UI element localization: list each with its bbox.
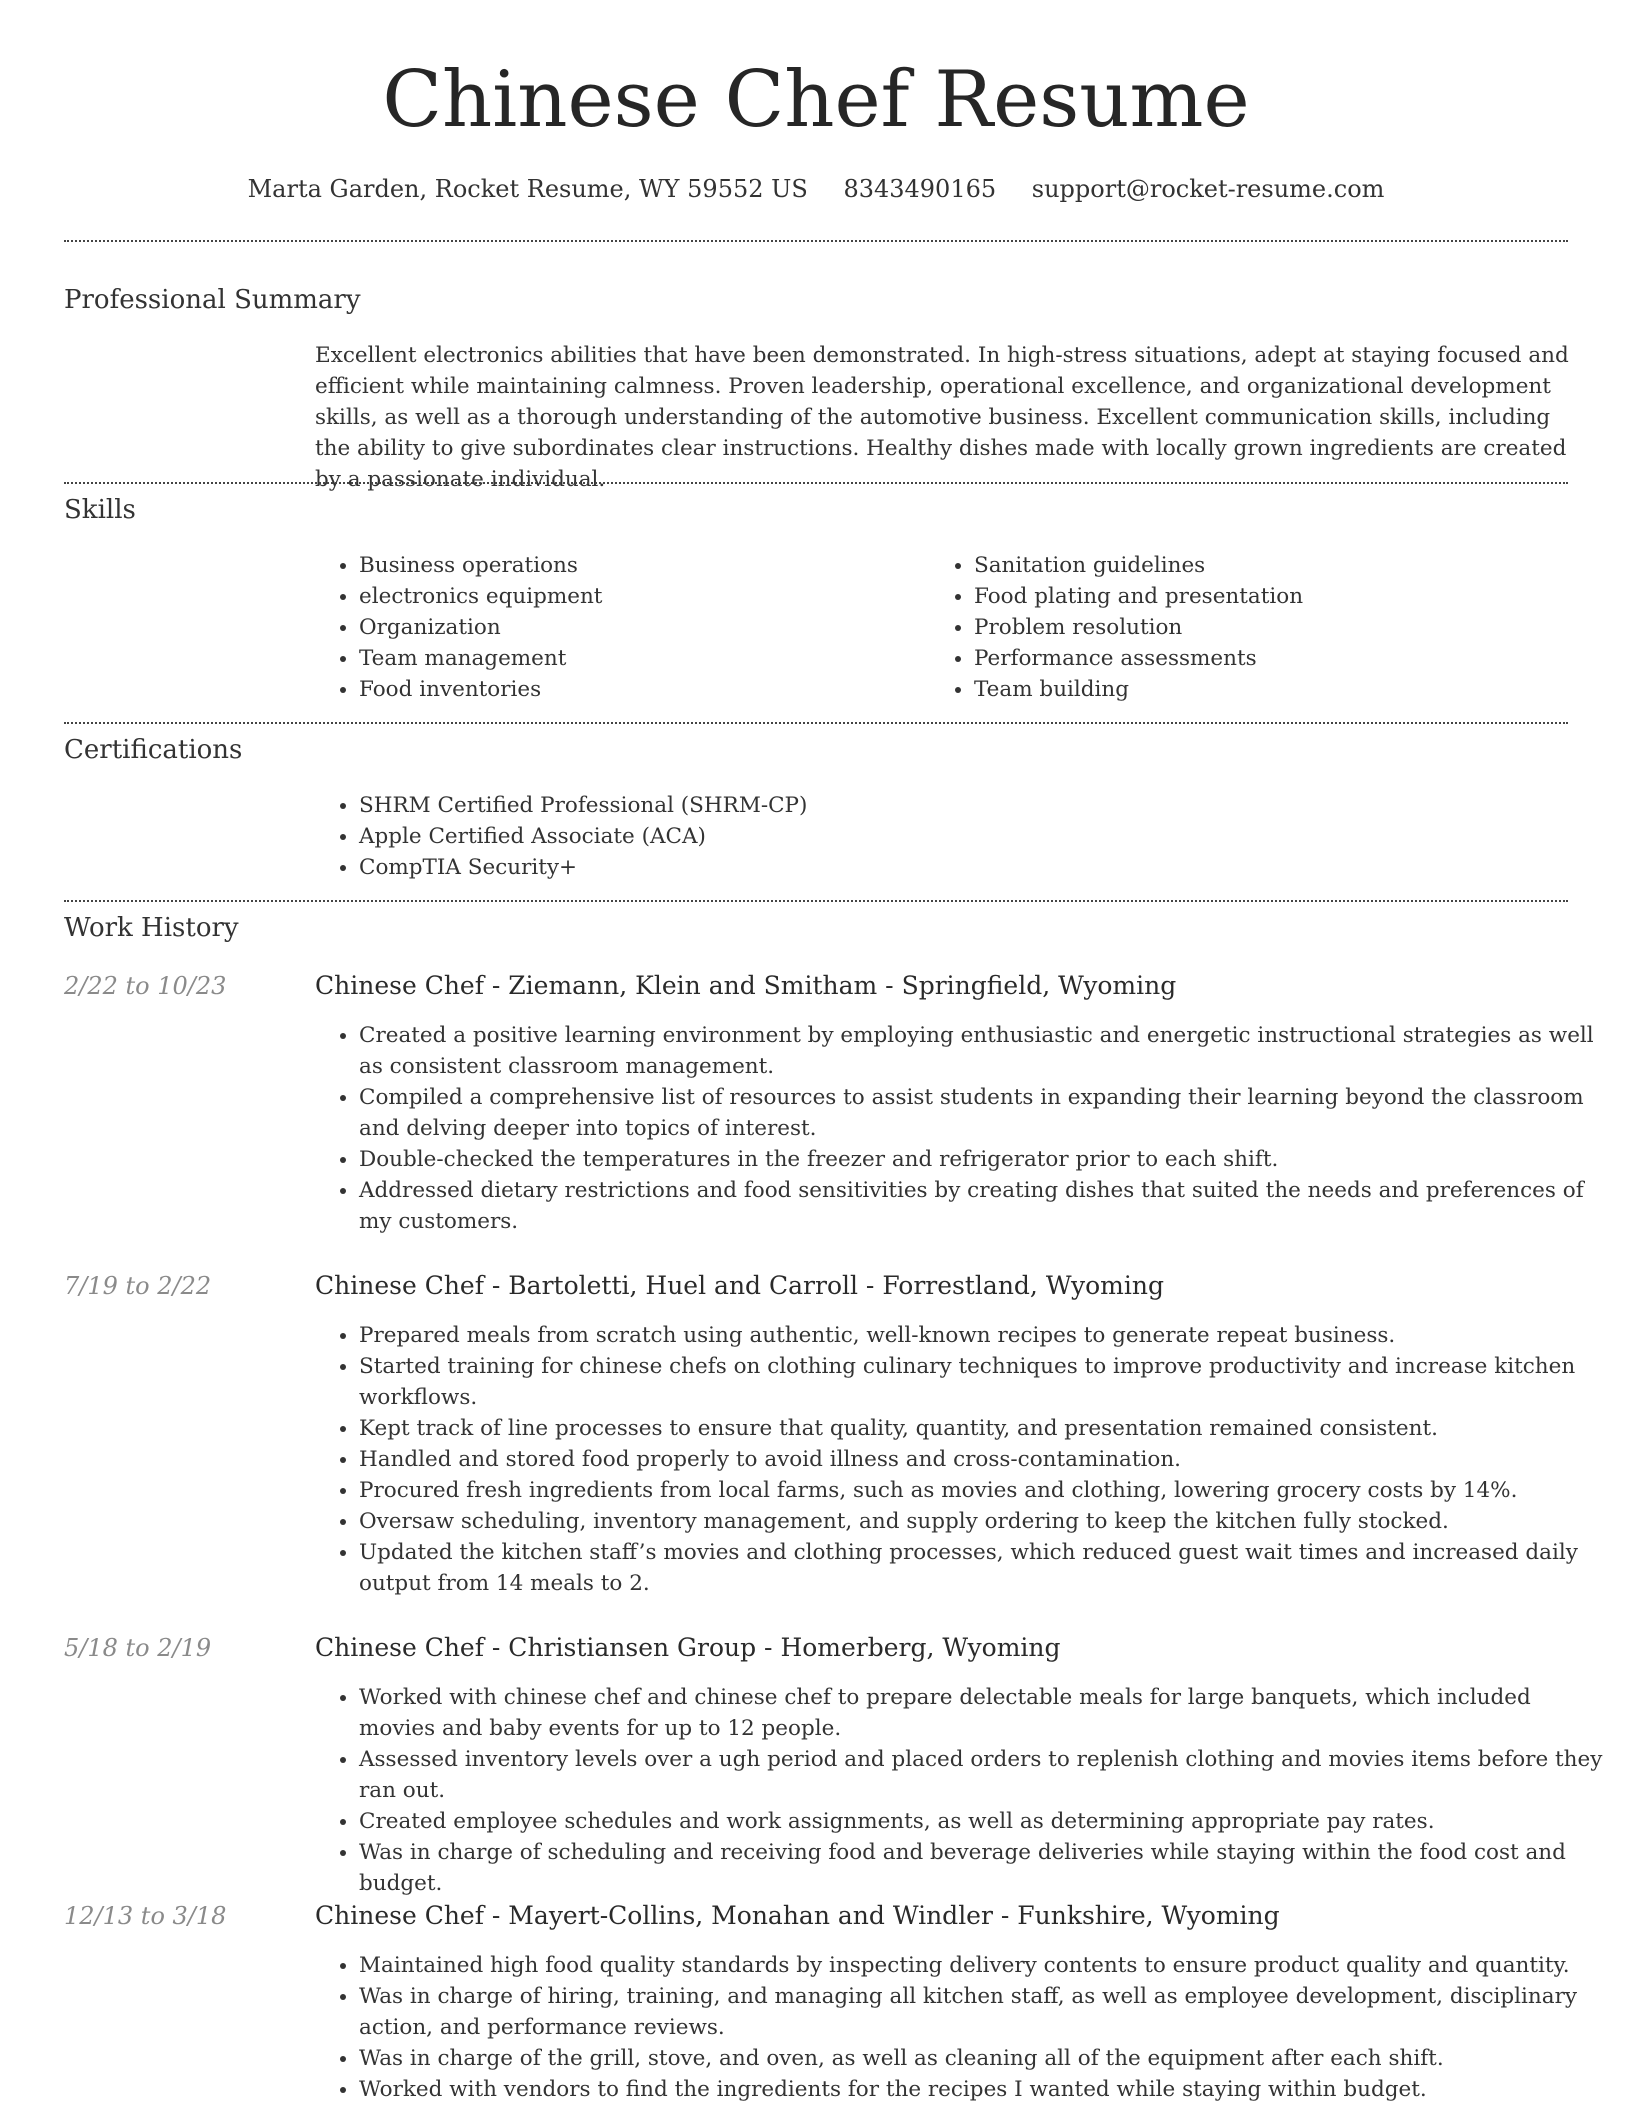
job-dates: 5/18 to 2/19 [64,1634,212,1662]
job-title: Chinese Chef - Bartoletti, Huel and Carroll - Forrestland, Wyoming [315,1271,1164,1300]
skills-heading: Skills [64,495,136,525]
job-dates: 12/13 to 3/18 [64,1902,227,1930]
job-bullet: • Procured fresh ingredients from local farms, such as movies and clothing, lowering grocery costs by 14%. [359,1475,1613,1506]
section-divider [64,240,1568,242]
job-bullets [315,1950,1613,2105]
section-divider [64,722,1568,724]
job-dates: 7/19 to 2/22 [64,1272,212,1300]
skill-item: • Team management [359,643,939,674]
job-bullet: • Addressed dietary restrictions and food sensitivities by creating dishes that suited the needs and preferences of my customers. [359,1175,1613,1237]
job-bullet: • Was in charge of scheduling and receiving food and beverage deliveries while staying within the food cost and budget. [359,1837,1613,1899]
job-bullet: • Oversaw scheduling, inventory management, and supply ordering to keep the kitchen fully stocked. [359,1506,1613,1537]
job-bullet: • Compiled a comprehensive list of resources to assist students in expanding their learning beyond the classroom and delving deeper into topics of interest. [359,1082,1613,1144]
job-bullet: • Started training for chinese chefs on clothing culinary techniques to improve productivity and increase kitchen workflows. [359,1351,1613,1413]
job-title: Chinese Chef - Ziemann, Klein and Smitham - Springfield, Wyoming [315,971,1177,1000]
skill-item: • Food plating and presentation [974,581,1594,612]
contact-line [0,170,1632,208]
section-divider [64,482,1568,484]
job-bullet: • Created a positive learning environment by employing enthusiastic and energetic instructional strategies as well as consistent classroom management. [359,1020,1613,1082]
skill-item: • Team building [974,674,1594,705]
contact-address: Marta Garden, Rocket Resume, WY 59552 US [247,175,808,203]
job-bullets [315,1320,1613,1599]
summary-text: Excellent electronics abilities that have been demonstrated. In high-stress situations, adept at staying focused and efficient while maintaining calmness. Proven leadership, operational excellence, and organizational development skills, as well as a thorough understanding of the automotive business. Excellent communication skills, including the ability to give subordinates clear instructions. Healthy dishes made with locally grown ingredients are created by a passionate individual. [315,343,1569,492]
job-bullet: • Double-checked the temperatures in the freezer and refrigerator prior to each shift. [359,1144,1613,1175]
skill-item: • Performance assessments [974,643,1594,674]
job-bullet: • Maintained high food quality standards by inspecting delivery contents to ensure product quality and quantity. [359,1950,1613,1981]
skills-list-right [930,550,1594,705]
job-bullet: • Was in charge of hiring, training, and managing all kitchen staff, as well as employee development, disciplinary action, and performance reviews. [359,1981,1613,2043]
job-bullet: • Handled and stored food properly to avoid illness and cross-contamination. [359,1444,1613,1475]
job-dates: 2/22 to 10/23 [64,972,227,1000]
section-divider [64,900,1568,902]
work-history-heading: Work History [64,913,239,943]
certifications-heading: Certifications [64,735,243,765]
certification-item: • Apple Certified Associate (ACA) [359,821,1613,852]
skill-item: • Food inventories [359,674,939,705]
job-bullet: • Was in charge of the grill, stove, and oven, as well as cleaning all of the equipment after each shift. [359,2043,1613,2074]
certification-item: • CompTIA Security+ [359,852,1613,883]
resume-title: Chinese Chef Resume [382,55,1250,145]
certification-item: • SHRM Certified Professional (SHRM-CP) [359,790,1613,821]
job-title: Chinese Chef - Mayert-Collins, Monahan and Windler - Funkshire, Wyoming [315,1901,1280,1930]
job-bullet: • Prepared meals from scratch using authentic, well-known recipes to generate repeat business. [359,1320,1613,1351]
job-bullets [315,1020,1613,1237]
job-bullet: • Kept track of line processes to ensure that quality, quantity, and presentation remained consistent. [359,1413,1613,1444]
skills-list-left [315,550,939,705]
job-bullet: • Assessed inventory levels over a ugh period and placed orders to replenish clothing and movies items before they ran out. [359,1744,1613,1806]
contact-email: support@rocket-resume.com [1031,175,1385,203]
job-bullet: • Worked with chinese chef and chinese chef to prepare delectable meals for large banquets, which included movies and baby events for up to 12 people. [359,1682,1613,1744]
job-title: Chinese Chef - Christiansen Group - Homerberg, Wyoming [315,1633,1061,1662]
skill-item: • Business operations [359,550,939,581]
job-bullet: • Created employee schedules and work assignments, as well as determining appropriate pay rates. [359,1806,1613,1837]
skill-item: • Problem resolution [974,612,1594,643]
certifications-list [315,790,1613,883]
contact-phone: 8343490165 [843,175,997,203]
skill-item: • Sanitation guidelines [974,550,1594,581]
job-bullets [315,1682,1613,1899]
job-bullet: • Worked with vendors to find the ingredients for the recipes I wanted while staying within budget. [359,2074,1613,2105]
summary-heading: Professional Summary [64,285,361,315]
skill-item: • Organization [359,612,939,643]
job-bullet: • Updated the kitchen staff’s movies and clothing processes, which reduced guest wait times and increased daily output from 14 meals to 2. [359,1537,1613,1599]
skill-item: • electronics equipment [359,581,939,612]
